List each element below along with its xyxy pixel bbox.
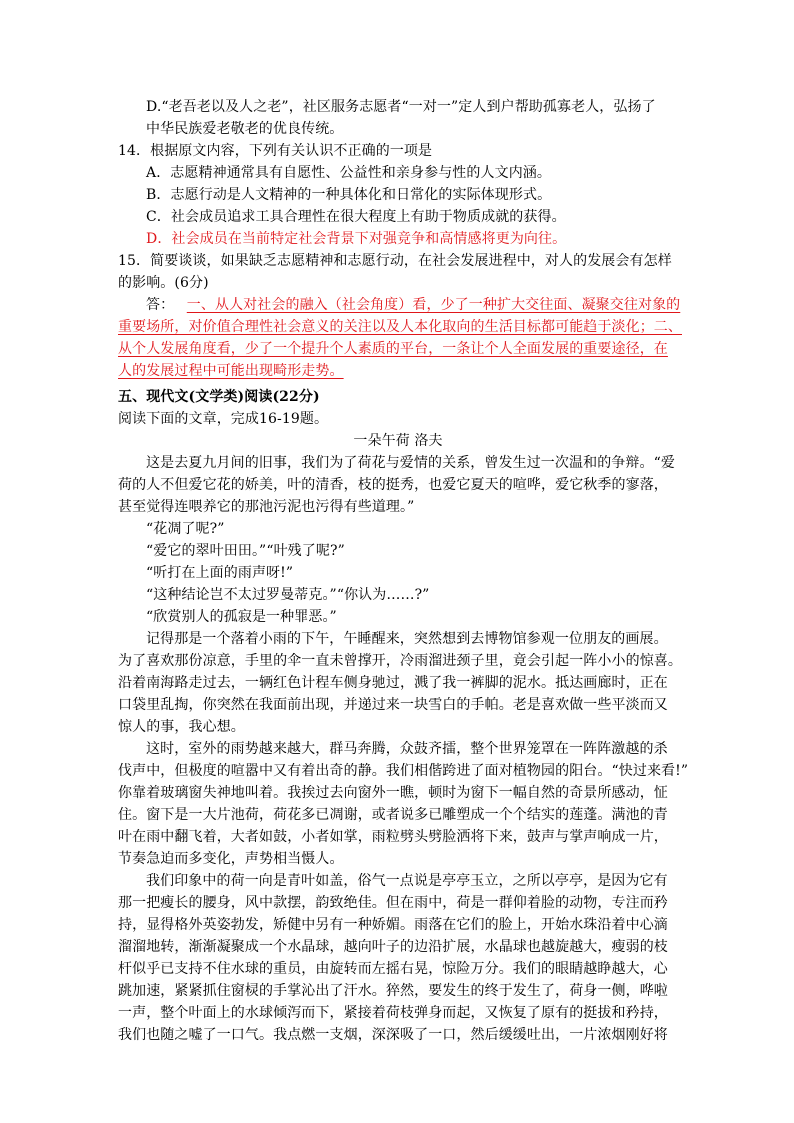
- article-line: 节奏急迫而多变化，声势相当慑人。: [118, 851, 344, 867]
- q14-stem: 14．根据原文内容，下列有关认识不正确的一项是: [118, 143, 433, 159]
- q13-option-d-line1: D.“老吾老以及人之老”，社区服务志愿者“一对一”定人到户帮助孤寡老人，弘扬了: [146, 99, 656, 115]
- q15-answer-line2: 重要场所，对价值合理性社会意义的关注以及人本化取向的生活目标都可能趋于淡化；二、: [118, 319, 682, 335]
- q15-stem-line2: 的影响。(6分): [118, 275, 209, 291]
- article-line: 你靠着玻璃窗失神地叫着。我挨过去向窗外一瞧，顿时为窗下一幅自然的奇景所感动，怔: [118, 785, 668, 801]
- article-line: 记得那是一个落着小雨的下午，午睡醒来，突然想到去博物馆参观一位朋友的画展。: [146, 631, 668, 647]
- article-line: 一声，整个叶面上的水球倾泻而下，紧接着荷枝弹身而起，又恢复了原有的挺拔和矜持，: [118, 1005, 668, 1021]
- article-line: 惊人的事，我心想。: [118, 719, 245, 735]
- article-line: 跳加速，紧紧抓住窗棂的手掌沁出了汗水。猝然，要发生的终于发生了，荷身一侧，哗啦: [118, 983, 668, 999]
- article-line: 甚至觉得连喂养它的那池污泥也污得有些道理。”: [118, 499, 415, 515]
- article-line: “这种结论岂不太过罗曼蒂克。”“你认为……?”: [146, 587, 430, 603]
- q15-answer-label: 答：: [146, 297, 175, 313]
- article-line: 伐声中，但极度的喧嚣中又有着出奇的静。我们相偕跨进了面对植物园的阳台。“快过来看!”: [118, 763, 689, 779]
- article-line: 沿着南海路走过去，一辆红色计程车侧身驰过，溅了我一裤脚的泥水。抵达画廊时，正在: [118, 675, 668, 691]
- q15-answer-line1: 一、从人对社会的融入（社会角度）看，少了一种扩大交往面、凝聚交往对象的: [186, 297, 681, 313]
- q15-answer-line3: 从个人发展角度看，少了一个提升个人素质的平台，一条让个人全面发展的重要途径，在: [118, 341, 668, 357]
- q14-option-d-answer: D．社会成员在当前特定社会背景下对强竞争和高情感将更为向往。: [146, 231, 567, 247]
- q15-answer-line4: 人的发展过程中可能出现畸形走势。: [118, 363, 344, 379]
- q15-answer-row1: [146, 294, 680, 316]
- article-line: 荷的人不但爱它花的娇美，叶的清香，枝的挺秀，也爱它夏天的喧哗，爱它秋季的寥落，: [118, 477, 668, 493]
- article-line: 这是去夏九月间的旧事，我们为了荷花与爱情的关系，曾发生过一次温和的争辩。“爱: [146, 455, 675, 471]
- article-line: 我们印象中的荷一向是青叶如盖，俗气一点说是亭亭玉立，之所以亭亭，是因为它有: [146, 873, 668, 889]
- article-line: 口袋里乱掏，你突然在我面前出现，并递过来一块雪白的手帕。老是喜欢做一些平淡而又: [118, 697, 668, 713]
- article-line: 住。窗下是一大片池荷，荷花多已凋谢，或者说多已雕塑成一个个结实的莲蓬。满池的青: [118, 807, 668, 823]
- article-line: “欣赏别人的孤寂是一种罪恶。”: [146, 609, 337, 625]
- section-heading: 五、现代文(文学类)阅读(22分): [118, 389, 320, 405]
- article-line: “听打在上面的雨声呀!”: [146, 565, 294, 581]
- article-line: 我们也随之嘘了一口气。我点燃一支烟，深深吸了一口，然后缓缓吐出，一片浓烟刚好将: [118, 1027, 668, 1043]
- article-line: “花凋了呢?”: [146, 521, 225, 537]
- article-title: 一朵午荷 洛夫: [353, 433, 443, 449]
- article-line: 为了喜欢那份凉意，手里的伞一直未曾撑开，冷雨溜进颈子里，竟会引起一阵小小的惊喜。: [118, 653, 682, 669]
- article-line: “爱它的翠叶田田。”“叶残了呢?”: [146, 543, 345, 559]
- article-line: 叶在雨中翻飞着，大者如鼓，小者如掌，雨粒劈头劈脸洒将下来，鼓声与掌声响成一片，: [118, 829, 668, 845]
- article-line: 这时，室外的雨势越来越大，群马奔腾，众鼓齐擂，整个世界笼罩在一阵阵激越的杀: [146, 741, 668, 757]
- section-instruction: 阅读下面的文章，完成16-19题。: [118, 411, 329, 427]
- q14-option-c: C．社会成员追求工具合理性在很大程度上有助于物质成就的获得。: [146, 209, 566, 225]
- article-line: 那一把瘦长的腰身，风中款摆，韵致绝佳。但在雨中，荷是一群仰着脸的动物，专注而矜: [118, 895, 668, 911]
- article-line: 杆似乎已支持不住水球的重员，由旋转而左摇右晃，惊险万分。我们的眼睛越睁越大，心: [118, 961, 668, 977]
- q13-option-d-line2: 中华民族爱老敬老的优良传统。: [146, 121, 344, 137]
- q14-option-a: A．志愿精神通常具有自愿性、公益性和亲身参与性的人文内涵。: [146, 165, 552, 181]
- q14-option-b: B．志愿行动是人文精神的一种具体化和日常化的实际体现形式。: [146, 187, 552, 203]
- article-line: 溜溜地转，渐渐凝聚成一个水晶球，越向叶子的边沿扩展，水晶球也越旋越大，瘦弱的枝: [118, 939, 668, 955]
- q15-stem-line1: 15．简要谈谈，如果缺乏志愿精神和志愿行动，在社会发展进程中，对人的发展会有怎样: [118, 253, 672, 269]
- article-line: 持，显得格外英姿勃发，矫健中另有一种娇媚。雨落在它们的脸上，开始水珠沿着中心滴: [118, 917, 668, 933]
